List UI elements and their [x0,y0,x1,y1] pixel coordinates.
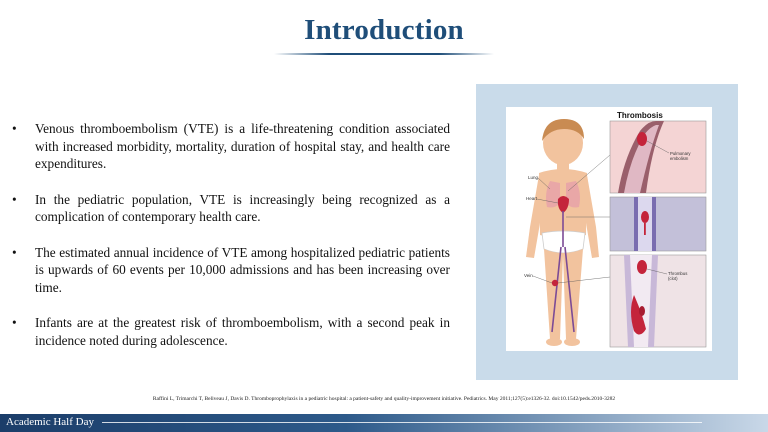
bullet-text: Infants are at the greatest risk of thromboembolism, with a second peak in incidence noted during adolescence. [35,315,450,348]
bullet-marker: • [12,244,17,260]
panel-pulmonary-embolism [610,121,706,193]
footer-divider [102,422,702,423]
label-pulmonary-embolism-line2: embolism [670,156,689,161]
thrombosis-svg [506,107,712,351]
bullet-item [12,120,450,173]
bullet-item [12,244,450,297]
thrombosis-illustration [506,107,712,351]
label-thrombus-line1: Thrombus [668,271,688,276]
panel-thrombus [610,255,706,347]
bullet-list [12,120,450,367]
label-lung: Lung [528,175,539,180]
label-heart: Heart [526,196,538,201]
figure-heading: Thrombosis [617,111,663,120]
citation: Raffini L, Trimarchi T, Beliveau J, Davis D. Thromboprophylaxis in a pediatric hospital: a patient-safety and quality-improvement initiative. Pediatrics. May 2011;127(5):e1326-32. doi:10.1542/peds.2010-3282 [152,396,616,402]
label-pulmonary-embolism-line1: Pulmonary [670,151,691,156]
footer-title: Academic Half Day [6,416,94,428]
bullet-item [12,191,450,226]
slide-title: Introduction [304,14,464,46]
bullet-item [12,314,450,349]
footer-bar [0,414,768,432]
bullet-text: The estimated annual incidence of VTE among hospitalized pediatric patients is upwards of 60 events per 10,000 admissions and has been increasing over time. [35,244,450,295]
bullet-text: Venous thromboembolism (VTE) is a life-threatening condition associated with increased morbidity, mortality, duration of hospital stay, and health care expenditures. [35,121,450,171]
child-body [526,119,599,346]
label-vein: Vein [524,273,533,278]
panel-heart-clot [610,197,706,251]
title-underline [274,53,494,55]
bullet-marker: • [12,121,17,136]
bullet-marker: • [12,315,17,330]
bullet-text: In the pediatric population, VTE is increasingly being recognized as a complication of contemporary health care. [35,191,450,224]
label-thrombus-line2: (clot) [668,276,678,281]
bullet-marker: • [12,191,17,207]
